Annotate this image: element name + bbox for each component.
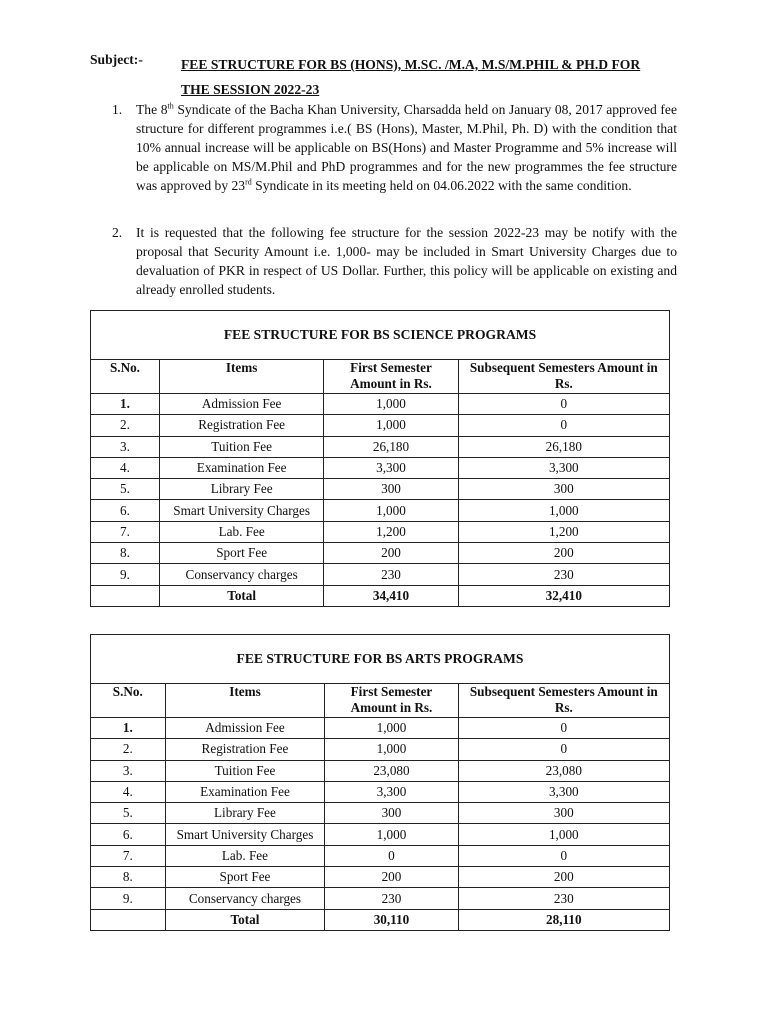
table-cell: 8. (91, 867, 166, 888)
column-header: Subsequent Semesters Amount in Rs. (458, 684, 669, 718)
paragraph-number: 1. (112, 102, 123, 117)
table-header-row (91, 360, 670, 394)
table-row (91, 824, 670, 845)
table-total-row (91, 909, 670, 930)
table-cell: Smart University Charges (159, 500, 323, 521)
table-cell: 3,300 (324, 457, 458, 478)
table-cell: 6. (91, 500, 160, 521)
table-row (91, 521, 670, 542)
table-header-row (91, 684, 670, 718)
table-cell: 1,200 (324, 521, 458, 542)
table-row (91, 500, 670, 521)
table-cell: 300 (458, 479, 669, 500)
table-cell: 0 (458, 845, 669, 866)
table-cell: 3,300 (458, 457, 669, 478)
subject-label: Subject:- (90, 52, 143, 67)
table-cell: 0 (458, 394, 669, 415)
table-row (91, 436, 670, 457)
table-cell: Tuition Fee (165, 760, 325, 781)
table-cell: 1,200 (458, 521, 669, 542)
table-cell: 5. (91, 479, 160, 500)
table-title: FEE STRUCTURE FOR BS SCIENCE PROGRAMS (91, 311, 670, 360)
table-cell: 4. (91, 457, 160, 478)
table-row (91, 739, 670, 760)
table-row (91, 888, 670, 909)
text: Syndicate of the Bacha Khan University, Charsadda held on January 08, 2017 approved fee structure for different programmes i.e.( BS (Hons), Master, M.Phil, Ph. D) with the condition that 10% annual increase will be applicable on BS(Hons) and Master Programme and 5% increase will be applicable on MS/M.Phil and PhD programmes and for the new programmes the fee structure was approved by 23 (136, 102, 677, 193)
table-cell: 1. (91, 718, 166, 739)
table-row (91, 415, 670, 436)
paragraph-1 (112, 100, 677, 195)
table-cell: 0 (458, 415, 669, 436)
total-cell (91, 585, 160, 606)
table-cell: 6. (91, 824, 166, 845)
table-cell: 1,000 (325, 739, 458, 760)
table-cell: Lab. Fee (159, 521, 323, 542)
table-cell: 3. (91, 436, 160, 457)
paragraph-2 (112, 223, 677, 299)
table-cell: Smart University Charges (165, 824, 325, 845)
total-cell: Total (159, 585, 323, 606)
table-cell: 9. (91, 564, 160, 585)
column-header: First Semester Amount in Rs. (325, 684, 458, 718)
table-cell: 1,000 (325, 718, 458, 739)
paragraph-number: 2. (112, 225, 123, 240)
table-cell: Conservancy charges (159, 564, 323, 585)
table-row (91, 845, 670, 866)
column-header: First Semester Amount in Rs. (324, 360, 458, 394)
table-cell: 1. (91, 394, 160, 415)
table-cell: 4. (91, 781, 166, 802)
table-cell: 3,300 (325, 781, 458, 802)
text: The 8 (136, 102, 168, 117)
table-cell: 200 (458, 867, 669, 888)
table-cell: Tuition Fee (159, 436, 323, 457)
table-cell: 7. (91, 845, 166, 866)
table-row (91, 543, 670, 564)
total-cell: 32,410 (458, 585, 669, 606)
table-cell: Sport Fee (159, 543, 323, 564)
table-row (91, 781, 670, 802)
total-cell (91, 909, 166, 930)
table-total-row (91, 585, 670, 606)
text: It is requested that the following fee structure for the session 2022-23 may be notify with the proposal that Security Amount i.e. 1,000- may be included in Smart University Charges due to devaluation of PKR in respect of US Dollar. Further, this policy will be applicable on existing and already enrolled students. (136, 225, 677, 297)
table-cell: 26,180 (324, 436, 458, 457)
table-cell: 0 (458, 739, 669, 760)
table-cell: Registration Fee (159, 415, 323, 436)
total-cell: 34,410 (324, 585, 458, 606)
table-cell: 230 (458, 888, 669, 909)
table-cell: Registration Fee (165, 739, 325, 760)
column-header: S.No. (91, 684, 166, 718)
table-row (91, 394, 670, 415)
table-row (91, 479, 670, 500)
table-cell: 3,300 (458, 781, 669, 802)
table-cell: 230 (325, 888, 458, 909)
total-cell: Total (165, 909, 325, 930)
table-cell: 200 (324, 543, 458, 564)
table-cell: 23,080 (325, 760, 458, 781)
total-cell: 30,110 (325, 909, 458, 930)
superscript: th (167, 101, 174, 111)
table-cell: 0 (325, 845, 458, 866)
table-cell: 300 (324, 479, 458, 500)
table-cell: 23,080 (458, 760, 669, 781)
table-cell: 300 (325, 803, 458, 824)
table-cell: 1,000 (325, 824, 458, 845)
table-row (91, 564, 670, 585)
table-title-row (91, 311, 670, 360)
table-cell: 1,000 (324, 415, 458, 436)
fee-table-science (90, 310, 670, 607)
table-cell: Admission Fee (159, 394, 323, 415)
table-cell: Admission Fee (165, 718, 325, 739)
text: Syndicate in its meeting held on 04.06.2022 with the same condition. (251, 178, 632, 193)
table-cell: 230 (458, 564, 669, 585)
table-cell: 230 (324, 564, 458, 585)
column-header: Subsequent Semesters Amount in Rs. (458, 360, 669, 394)
column-header: Items (165, 684, 325, 718)
table-row (91, 457, 670, 478)
table-cell: 7. (91, 521, 160, 542)
table-cell: 5. (91, 803, 166, 824)
table-cell: 1,000 (458, 824, 669, 845)
table-cell: 200 (458, 543, 669, 564)
table-cell: Examination Fee (165, 781, 325, 802)
table-cell: 2. (91, 415, 160, 436)
table-cell: 26,180 (458, 436, 669, 457)
table-cell: 300 (458, 803, 669, 824)
table-cell: 1,000 (324, 500, 458, 521)
fee-table-arts (90, 634, 670, 931)
table-row (91, 718, 670, 739)
table-row (91, 803, 670, 824)
table-cell: 1,000 (458, 500, 669, 521)
table-cell: Conservancy charges (165, 888, 325, 909)
table-cell: Examination Fee (159, 457, 323, 478)
table-cell: 3. (91, 760, 166, 781)
table-row (91, 760, 670, 781)
table-cell: Library Fee (159, 479, 323, 500)
table-cell: 1,000 (324, 394, 458, 415)
superscript: rd (245, 177, 252, 187)
table-cell: 0 (458, 718, 669, 739)
table-title: FEE STRUCTURE FOR BS ARTS PROGRAMS (91, 635, 670, 684)
table-title-row (91, 635, 670, 684)
table-row (91, 867, 670, 888)
table-cell: Library Fee (165, 803, 325, 824)
table-cell: 2. (91, 739, 166, 760)
total-cell: 28,110 (458, 909, 669, 930)
table-cell: 200 (325, 867, 458, 888)
table-cell: 9. (91, 888, 166, 909)
column-header: S.No. (91, 360, 160, 394)
subject-title: FEE STRUCTURE FOR BS (HONS), M.SC. /M.A, M.S/M.PHIL & PH.D FOR THE SESSION 2022-23 (181, 57, 641, 97)
table-cell: Sport Fee (165, 867, 325, 888)
table-cell: Lab. Fee (165, 845, 325, 866)
column-header: Items (159, 360, 323, 394)
table-cell: 8. (91, 543, 160, 564)
